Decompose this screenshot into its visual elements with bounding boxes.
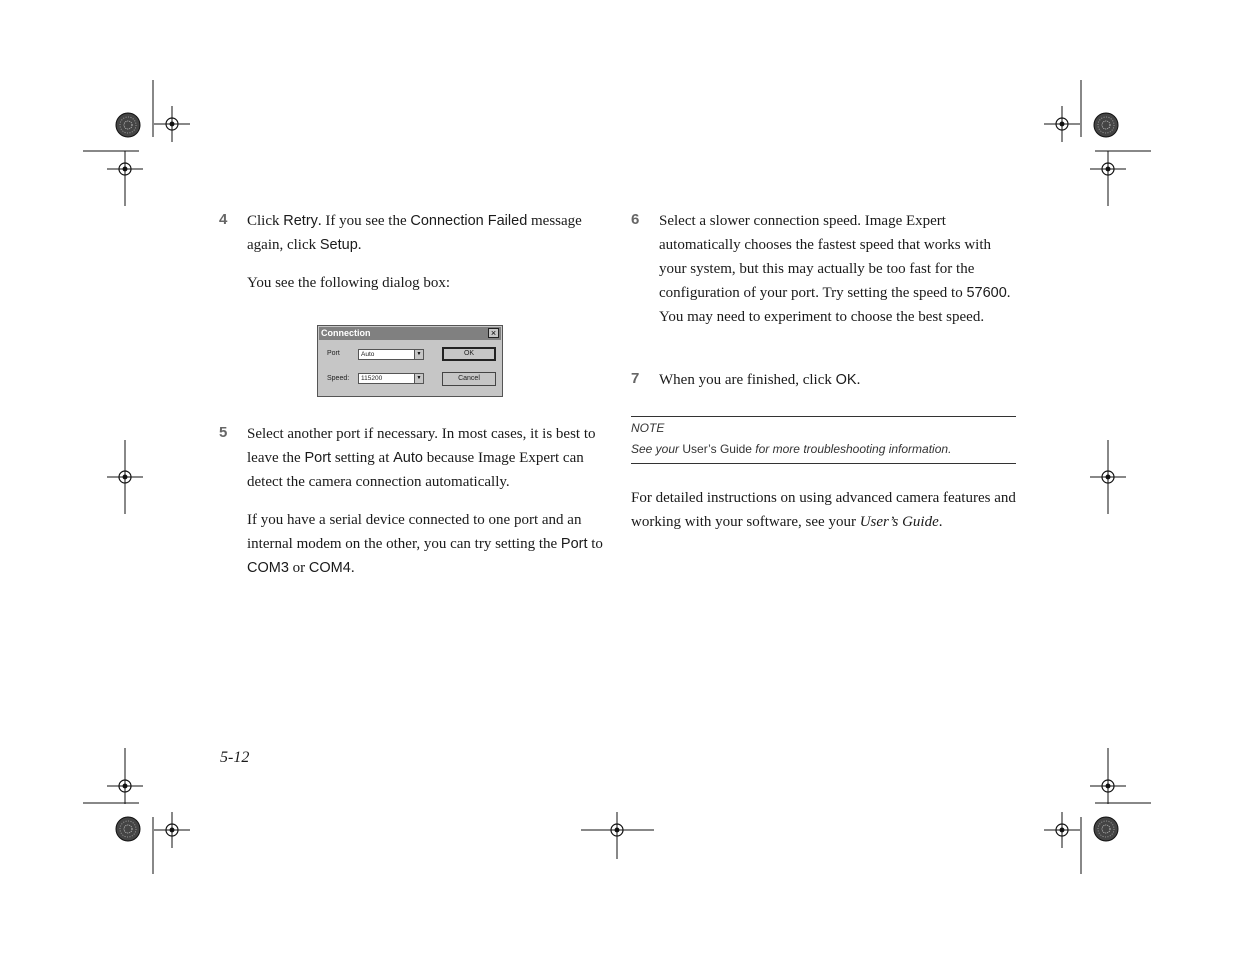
registration-star-bottom-right	[1094, 817, 1118, 841]
step-6-paragraph	[659, 209, 1019, 329]
step-5-paragraph	[247, 422, 607, 494]
step-4-text	[247, 209, 607, 295]
closing-guide-term: User’s Guide	[859, 514, 939, 530]
step-4-paragraph	[247, 209, 607, 257]
step-5-text-1: Select another port if necessary. In most cases, it is best to leave the	[247, 426, 596, 466]
registration-mark-bottom-right	[1044, 812, 1080, 848]
closing-paragraph	[631, 486, 1021, 534]
note-label: NOTE	[631, 421, 665, 435]
step-number-4: 4	[219, 211, 228, 228]
step-4-text-1: Click	[247, 213, 284, 229]
cancel-button[interactable]: Cancel	[442, 372, 496, 386]
step-4-paragraph-2: You see the following dialog box:	[247, 275, 451, 291]
speed-select[interactable]	[358, 373, 424, 384]
closing-text-1: For detailed instructions on using advanced camera features and working with your software, see your	[631, 490, 1016, 530]
step-5-text-3: because Image Expert can detect the camera connection automatically.	[247, 450, 584, 490]
step-5-text	[247, 422, 607, 580]
registration-star-bottom-left	[116, 817, 140, 841]
speed-term: 57600	[966, 285, 1007, 301]
connection-failed-term: Connection Failed	[410, 213, 528, 229]
dialog-title: Connection	[321, 328, 371, 338]
step-7-text	[659, 368, 1019, 392]
step-6-text-1: Select a slower connection speed. Image Expert automatically chooses the fastest speed that works with your system, but this may actually be too fast for the configuration of your port. Try setting the speed to	[659, 213, 991, 301]
speed-label: Speed:	[327, 375, 350, 382]
registration-mark-top-left	[154, 106, 190, 142]
step-number-7: 7	[631, 370, 640, 387]
port-label: Port	[327, 350, 340, 357]
connection-dialog	[317, 325, 503, 397]
registration-mark-top-right	[1044, 106, 1080, 142]
step-7-text-2: .	[856, 372, 861, 388]
port-select-value: Auto	[361, 351, 375, 358]
note-guide-term: User’s Guide	[682, 442, 752, 456]
step-7-text-1: When you are finished, click	[659, 372, 836, 388]
step-5-text-2: setting at	[331, 450, 394, 466]
step-4-text-3: message again, click	[247, 213, 582, 253]
com4-term: COM4	[308, 560, 351, 576]
dialog-titlebar	[319, 327, 501, 340]
page-number: 5-12	[220, 749, 250, 766]
registration-mark-bottom-left	[154, 812, 190, 848]
note-text-1: See your	[631, 442, 683, 456]
step-4-text-2: . If you see the	[317, 213, 411, 229]
port-term-2: Port	[560, 536, 588, 552]
port-select[interactable]	[358, 349, 424, 360]
step-5-p2-text-2: to	[587, 536, 603, 552]
speed-select-value: 115200	[361, 375, 383, 382]
step-7-paragraph	[659, 368, 1019, 392]
chevron-down-icon[interactable]: ▼	[414, 374, 423, 383]
note-text	[631, 442, 951, 456]
note-text-2: for more troubleshooting information.	[751, 442, 952, 456]
step-4-text-4: .	[357, 237, 362, 253]
step-6-text	[659, 209, 1019, 329]
retry-term: Retry	[283, 213, 318, 229]
step-5-p2-text-1: If you have a serial device connected to one port and an internal modem on the other, you can try setting the	[247, 512, 582, 552]
close-icon[interactable]: ×	[488, 328, 499, 338]
ok-term: OK	[835, 372, 857, 388]
step-5-paragraph-2	[247, 508, 607, 580]
auto-term: Auto	[393, 450, 423, 466]
note-box	[631, 416, 1016, 464]
step-5-p2-text-3: or	[288, 560, 309, 576]
chevron-down-icon[interactable]: ▼	[414, 350, 423, 359]
registration-star-top-left	[116, 113, 140, 137]
closing-text-2: .	[938, 514, 943, 530]
step-5-p2-text-4: .	[350, 560, 355, 576]
step-number-6: 6	[631, 211, 640, 228]
registration-star-top-right	[1094, 113, 1118, 137]
port-term: Port	[304, 450, 332, 466]
step-6-text-2: . You may need to experiment to choose the best speed.	[659, 285, 1011, 325]
com3-term: COM3	[247, 560, 289, 576]
setup-term: Setup	[319, 237, 358, 253]
ok-button[interactable]: OK	[442, 347, 496, 361]
step-number-5: 5	[219, 424, 228, 441]
